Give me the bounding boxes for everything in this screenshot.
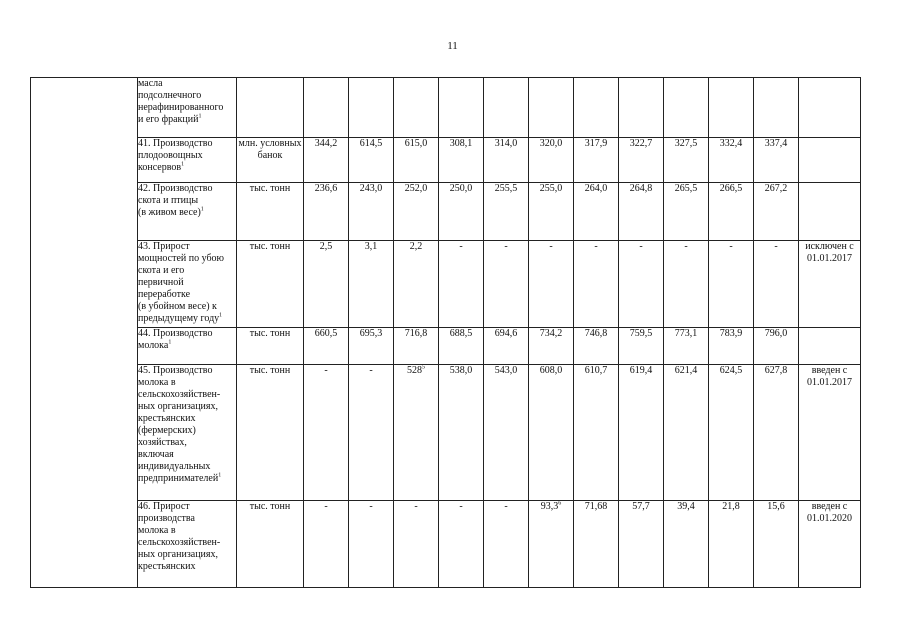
value-text: 266,5 (719, 183, 743, 194)
value-cell (619, 183, 664, 241)
value-text: 608,0 (539, 365, 563, 376)
value-cell (709, 365, 754, 501)
value-cell (574, 501, 619, 588)
indicator-name-line: переработке (138, 289, 191, 300)
value-cell (664, 183, 709, 241)
value-text: 2,5 (319, 241, 333, 252)
indicator-name-line: предыдущему году (138, 313, 220, 324)
indicator-name-line: мощностей по убою (138, 253, 225, 264)
value-cell (619, 501, 664, 588)
value-cell (709, 138, 754, 183)
note-cell (799, 328, 861, 365)
indicator-name (138, 501, 237, 588)
value-text: 528 (407, 365, 422, 376)
indicator-name-line: плодоовощных (138, 150, 203, 161)
value-cell (574, 328, 619, 365)
value-cell (304, 78, 349, 138)
value-text: - (459, 241, 463, 252)
value-text: 21,8 (722, 501, 740, 512)
footnote-ref: 1 (181, 161, 185, 168)
value-cell (349, 78, 394, 138)
value-cell (304, 241, 349, 328)
value-text: 57,7 (632, 501, 650, 512)
value-cell (439, 328, 484, 365)
value-text: - (594, 241, 598, 252)
indicators-table (30, 77, 861, 588)
value-text: 308,1 (449, 138, 473, 149)
value-text: 759,5 (629, 328, 653, 339)
value-cell (709, 501, 754, 588)
value-cell (529, 328, 574, 365)
value-cell (529, 183, 574, 241)
value-cell (349, 183, 394, 241)
unit-cell: тыс. тонн (237, 241, 304, 328)
value-text: - (369, 501, 373, 512)
value-cell (709, 78, 754, 138)
footnote-ref: 6 (558, 500, 562, 507)
indicator-name-line: предпринимателей (138, 473, 219, 484)
indicator-name-line: и его фракций (138, 114, 199, 125)
value-text: 543,0 (494, 365, 518, 376)
value-cell (304, 183, 349, 241)
value-cell (664, 328, 709, 365)
value-cell (484, 78, 529, 138)
indicator-name-line: сельскохозяйствен- (138, 389, 221, 400)
value-text: 3,1 (364, 241, 378, 252)
indicator-name-line: сельскохозяйствен- (138, 537, 221, 548)
value-cell (664, 241, 709, 328)
value-cell (619, 241, 664, 328)
value-cell (574, 138, 619, 183)
value-cell (484, 241, 529, 328)
value-text: - (369, 365, 373, 376)
value-text: 688,5 (449, 328, 473, 339)
table-row (31, 138, 861, 183)
indicator-name-line: молока в (138, 525, 176, 536)
value-cell (619, 138, 664, 183)
note-cell: введен с 01.01.2020 (799, 501, 861, 588)
value-cell (664, 501, 709, 588)
value-text: - (414, 501, 418, 512)
value-cell (529, 241, 574, 328)
value-cell (394, 365, 439, 501)
value-text: - (324, 365, 328, 376)
value-cell (754, 241, 799, 328)
value-text: - (774, 241, 778, 252)
indicator-name-line: молока в (138, 377, 176, 388)
value-cell (349, 365, 394, 501)
value-cell (439, 138, 484, 183)
value-cell (439, 365, 484, 501)
value-text: 15,6 (767, 501, 785, 512)
value-cell (484, 328, 529, 365)
value-cell (394, 241, 439, 328)
value-text: - (729, 241, 733, 252)
value-text: 264,0 (584, 183, 608, 194)
footnote-ref: 1 (168, 339, 172, 346)
value-cell (754, 501, 799, 588)
value-text: 317,9 (584, 138, 608, 149)
value-text: 773,1 (674, 328, 698, 339)
indicator-name-line: 46. Прирост (138, 501, 190, 512)
value-cell (484, 365, 529, 501)
value-text: 610,7 (584, 365, 608, 376)
value-text: - (639, 241, 643, 252)
value-cell (349, 241, 394, 328)
value-text: 255,0 (539, 183, 563, 194)
value-text: 344,2 (314, 138, 338, 149)
value-cell (664, 78, 709, 138)
value-text: 627,8 (764, 365, 788, 376)
indicator-name-line: ных организациях, (138, 401, 219, 412)
value-text: 332,4 (719, 138, 743, 149)
value-cell (709, 183, 754, 241)
value-text: 243,0 (359, 183, 383, 194)
note-cell (799, 78, 861, 138)
value-cell (754, 138, 799, 183)
value-cell (304, 501, 349, 588)
value-cell (484, 183, 529, 241)
note-cell (799, 138, 861, 183)
page-number: 11 (447, 40, 458, 52)
value-text: 314,0 (494, 138, 518, 149)
indicator-name (138, 138, 237, 183)
value-cell (304, 138, 349, 183)
value-text: - (684, 241, 688, 252)
indicator-name-line: скота и птицы (138, 195, 199, 206)
value-cell (439, 183, 484, 241)
indicator-name (138, 365, 237, 501)
value-cell (439, 501, 484, 588)
unit-cell: тыс. тонн (237, 501, 304, 588)
table-row (31, 241, 861, 328)
value-text: 337,4 (764, 138, 788, 149)
value-cell (709, 328, 754, 365)
value-cell (619, 328, 664, 365)
value-text: 39,4 (677, 501, 695, 512)
value-cell (349, 328, 394, 365)
value-text: 264,8 (629, 183, 653, 194)
value-text: 734,2 (539, 328, 563, 339)
value-text: 538,0 (449, 365, 473, 376)
indicator-name (138, 183, 237, 241)
value-text: 783,9 (719, 328, 743, 339)
value-text: 327,5 (674, 138, 698, 149)
value-text: 2,2 (409, 241, 423, 252)
value-cell (754, 78, 799, 138)
indicator-name-line: крестьянских (138, 561, 196, 572)
value-cell (394, 78, 439, 138)
value-cell (394, 183, 439, 241)
footnote-ref: 1 (218, 472, 222, 479)
value-cell (394, 501, 439, 588)
note-cell: исключен с 01.01.2017 (799, 241, 861, 328)
value-text: 694,6 (494, 328, 518, 339)
indicator-name-line: масла (138, 78, 163, 89)
unit-cell: млн. условных банок (237, 138, 304, 183)
value-cell (349, 138, 394, 183)
value-text: 615,0 (404, 138, 428, 149)
indicator-name-line: хозяйствах, (138, 437, 187, 448)
value-cell (439, 78, 484, 138)
table-row (31, 328, 861, 365)
value-cell (619, 78, 664, 138)
indicator-name-line: индивидуальных (138, 461, 211, 472)
value-text: - (324, 501, 328, 512)
value-text: 252,0 (404, 183, 428, 194)
indicator-name-line: 43. Прирост (138, 241, 190, 252)
value-text: 695,3 (359, 328, 383, 339)
value-cell (664, 138, 709, 183)
value-cell (529, 501, 574, 588)
value-cell (304, 365, 349, 501)
value-text: 621,4 (674, 365, 698, 376)
value-text: - (549, 241, 553, 252)
value-text: 746,8 (584, 328, 608, 339)
value-text: 267,2 (764, 183, 788, 194)
table-row (31, 365, 861, 501)
value-cell (754, 183, 799, 241)
indicator-name-line: первичной (138, 277, 184, 288)
unit-cell: тыс. тонн (237, 183, 304, 241)
footnote-ref: 1 (200, 206, 204, 213)
value-cell (529, 138, 574, 183)
unit-cell: тыс. тонн (237, 365, 304, 501)
indicator-name-line: (в убойном весе) к (138, 301, 217, 312)
indicator-name-line: ных организациях, (138, 549, 219, 560)
indicator-name-line: скота и его (138, 265, 185, 276)
value-cell (529, 365, 574, 501)
value-text: 614,5 (359, 138, 383, 149)
table-row (31, 183, 861, 241)
value-cell (574, 183, 619, 241)
footnote-ref: 5 (422, 364, 425, 371)
indicator-name-line: подсолнечного (138, 90, 202, 101)
indicator-name (138, 78, 237, 138)
value-text: 93,3 (540, 501, 559, 512)
indicator-name-line: крестьянских (138, 413, 196, 424)
table-row (31, 501, 861, 588)
indicator-name-line: 45. Производство (138, 365, 213, 376)
value-text: 660,5 (314, 328, 338, 339)
value-cell (349, 501, 394, 588)
value-text: - (459, 501, 463, 512)
value-cell (754, 328, 799, 365)
indicator-name (138, 328, 237, 365)
value-text: 320,0 (539, 138, 563, 149)
value-text: 716,8 (404, 328, 428, 339)
value-text: - (504, 501, 508, 512)
value-cell (394, 328, 439, 365)
value-cell (529, 78, 574, 138)
value-text: 624,5 (719, 365, 743, 376)
value-text: 322,7 (629, 138, 653, 149)
value-text: 255,5 (494, 183, 518, 194)
indicator-name (138, 241, 237, 328)
indicator-name-line: (фермерских) (138, 425, 196, 436)
indicator-name-line: консервов (138, 162, 182, 173)
value-cell (484, 501, 529, 588)
footnote-ref: 1 (219, 312, 223, 319)
table-row (31, 78, 861, 138)
indicator-name-line: (в живом весе) (138, 207, 201, 218)
indicator-name-line: 44. Производство (138, 328, 213, 339)
value-cell (574, 365, 619, 501)
value-cell (439, 241, 484, 328)
value-text: 71,68 (584, 501, 608, 512)
note-cell: введен с 01.01.2017 (799, 365, 861, 501)
value-cell (574, 241, 619, 328)
unit-cell: тыс. тонн (237, 328, 304, 365)
value-text: 796,0 (764, 328, 788, 339)
value-cell (394, 138, 439, 183)
value-cell (664, 365, 709, 501)
value-text: 250,0 (449, 183, 473, 194)
value-cell (304, 328, 349, 365)
value-text: 265,5 (674, 183, 698, 194)
blank-left-column (31, 78, 138, 588)
footnote-ref: 1 (198, 113, 202, 120)
indicator-name-line: 42. Производство (138, 183, 213, 194)
value-cell (709, 241, 754, 328)
unit-cell (237, 78, 304, 138)
indicator-name-line: молока (138, 340, 169, 351)
indicator-name-line: включая (138, 449, 174, 460)
indicator-name-line: производства (138, 513, 195, 524)
value-text: 236,6 (314, 183, 338, 194)
value-cell (574, 78, 619, 138)
value-text: - (504, 241, 508, 252)
indicator-name-line: нерафинированного (138, 102, 224, 113)
indicator-name-line: 41. Производство (138, 138, 213, 149)
value-cell (754, 365, 799, 501)
value-text: 619,4 (629, 365, 653, 376)
value-cell (619, 365, 664, 501)
note-cell (799, 183, 861, 241)
value-cell (484, 138, 529, 183)
